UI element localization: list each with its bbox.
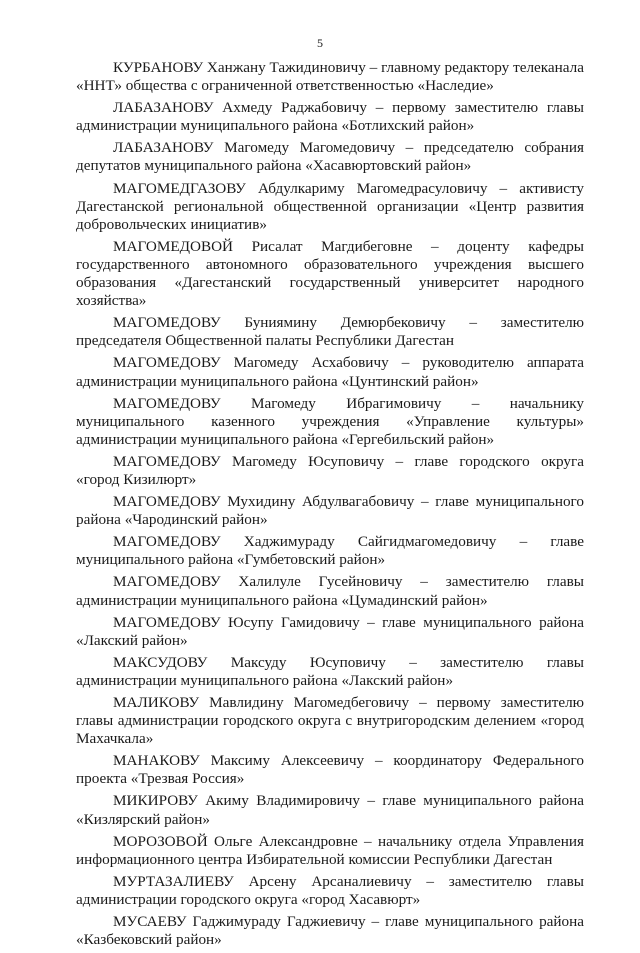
list-item: МУСАЕВУ Гаджимураду Гаджиевичу – главе муниципального района «Казбековский район» [76,913,584,949]
list-item: ЛАБАЗАНОВУ Магомеду Магомедовичу – председателю собрания депутатов муниципального района «Хасавюртовский район» [76,139,584,175]
list-item: МАЛИКОВУ Мавлидину Магомедбеговичу – первому заместителю главы администрации городского округа с внутригородским делением «город Махачкала» [76,694,584,748]
list-item: МАГОМЕДОВУ Мухидину Абдулвагабовичу – главе муниципального района «Чародинский район» [76,493,584,529]
list-item: МАГОМЕДОВУ Юсупу Гамидовичу – главе муниципального района «Лакский район» [76,613,584,649]
list-item: ЛАБАЗАНОВУ Ахмеду Раджабовичу – первому заместителю главы администрации муниципального района «Ботлихский район» [76,99,584,135]
list-item: МАНАКОВУ Максиму Алексеевичу – координатору Федерального проекта «Трезвая Россия» [76,752,584,788]
list-item: МАГОМЕДОВУ Магомеду Ибрагимовичу – начальнику муниципального казенного учреждения «Управление культуры» администрации муниципального района «Гергебильский район» [76,394,584,448]
list-item: МАГОМЕДГАЗОВУ Абдулкариму Магомедрасуловичу – активисту Дагестанской региональной общественной организации «Центр развития добровольческих инициатив» [76,179,584,233]
page-number: 5 [317,36,323,50]
list-item: МАКСУДОВУ Максуду Юсуповичу – заместителю главы администрации муниципального района «Лакский район» [76,653,584,689]
list-item: МИКИРОВУ Акиму Владимировичу – главе муниципального района «Кизлярский район» [76,792,584,828]
list-item: МАГОМЕДОВУ Буниямину Демюрбековичу – заместителю председателя Общественной палаты Республики Дагестан [76,314,584,350]
award-recipients-list [76,59,584,953]
list-item: КУРБАНОВУ Ханжану Тажидиновичу – главному редактору телеканала «ННТ» общества с ограниченной ответственностью «Наследие» [76,59,584,95]
list-item: МАГОМЕДОВОЙ Рисалат Магдибеговне – доценту кафедры государственного автономного образовательного учреждения высшего образования «Дагестанский государственный университет народного хозяйства» [76,237,584,310]
list-item: МОРОЗОВОЙ Ольге Александровне – начальнику отдела Управления информационного центра Избирательной комиссии Республики Дагестан [76,832,584,868]
list-item: МАГОМЕДОВУ Магомеду Асхабовичу – руководителю аппарата администрации муниципального района «Цунтинский район» [76,354,584,390]
list-item: МАГОМЕДОВУ Магомеду Юсуповичу – главе городского округа «город Кизилюрт» [76,452,584,488]
list-item: МАГОМЕДОВУ Хаджимураду Сайгидмагомедовичу – главе муниципального района «Гумбетовский район» [76,533,584,569]
list-item: МАГОМЕДОВУ Халилуле Гусейновичу – заместителю главы администрации муниципального района «Цумадинский район» [76,573,584,609]
list-item: МУРТАЗАЛИЕВУ Арсену Арсаналиевичу – заместителю главы администрации городского округа «город Хасавюрт» [76,872,584,908]
